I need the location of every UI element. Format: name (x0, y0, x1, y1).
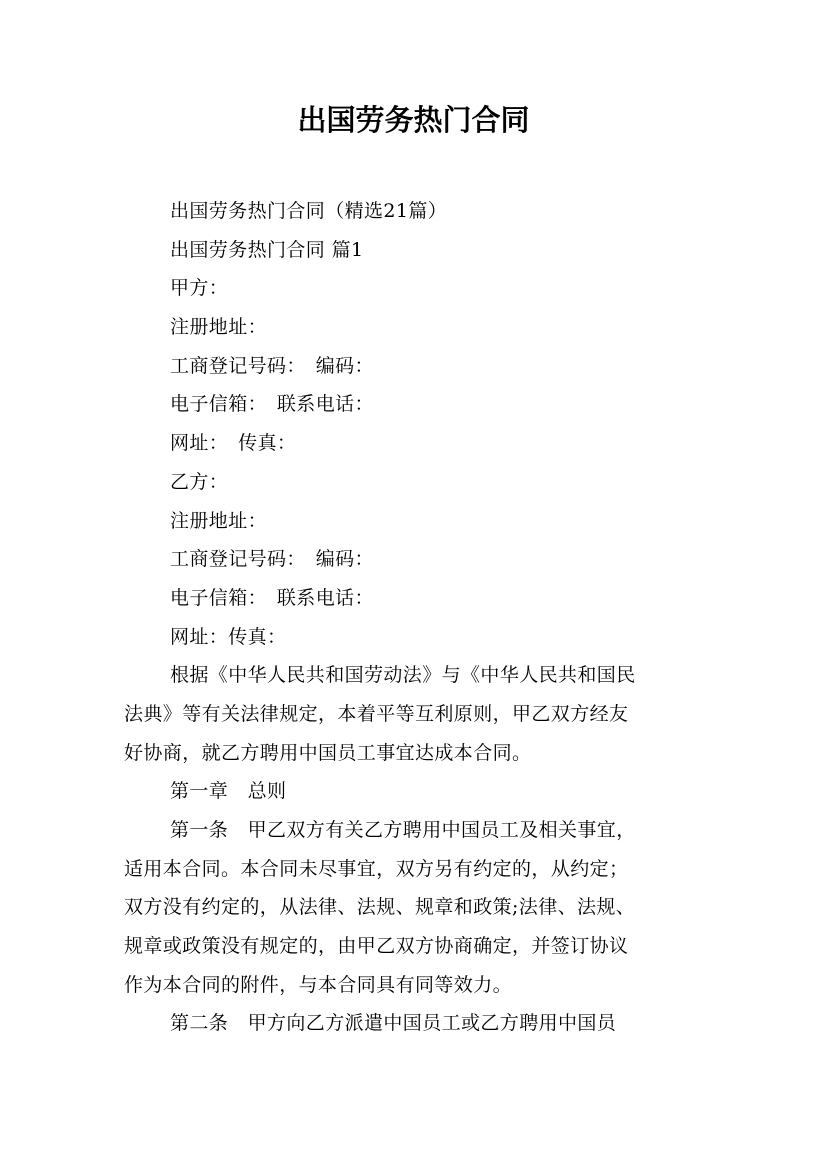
body-line: 电子信箱： 联系电话： (170, 586, 374, 609)
body-line: 适用本合同。本合同未尽事宜，双方另有约定的，从约定； (124, 857, 629, 880)
body-line: 工商登记号码： 编码： (170, 548, 374, 571)
body-line: 乙方： (170, 470, 229, 493)
body-line: 双方没有约定的，从法律、法规、规章和政策;法律、法规、 (124, 896, 636, 919)
body-line: 出国劳务热门合同（精选21篇） (170, 200, 448, 222)
body-line: 工商登记号码： 编码： (170, 354, 374, 377)
body-line: 第一条 甲乙双方有关乙方聘用中国员工及相关事宜， (170, 819, 636, 841)
body-line: 网址：传真： (170, 625, 287, 648)
body-line: 好协商，就乙方聘用中国员工事宜达成本合同。 (124, 741, 532, 764)
body-line: 法典》等有关法律规定，本着平等互利原则，甲乙双方经友 (124, 702, 629, 725)
body-line: 根据《中华人民共和国劳动法》与《中华人民共和国民 (170, 664, 636, 687)
body-line: 出国劳务热门合同 篇1 (170, 238, 364, 261)
body-line: 第二条 甲方向乙方派遣中国员工或乙方聘用中国员 (170, 1012, 617, 1035)
body-line: 注册地址： (170, 316, 268, 339)
body-line: 规章或政策没有规定的，由甲乙双方协商确定，并签订协议 (124, 935, 629, 958)
document-body (124, 192, 708, 1043)
body-line: 甲方： (170, 277, 229, 300)
body-line: 作为本合同的附件，与本合同具有同等效力。 (124, 973, 513, 996)
body-line: 网址： 传真： (170, 432, 297, 455)
document-title: 出国劳务热门合同 (297, 103, 530, 137)
body-line: 电子信箱： 联系电话： (170, 393, 374, 416)
body-line: 注册地址： (170, 509, 268, 532)
body-line: 第一章 总则 (170, 780, 287, 803)
